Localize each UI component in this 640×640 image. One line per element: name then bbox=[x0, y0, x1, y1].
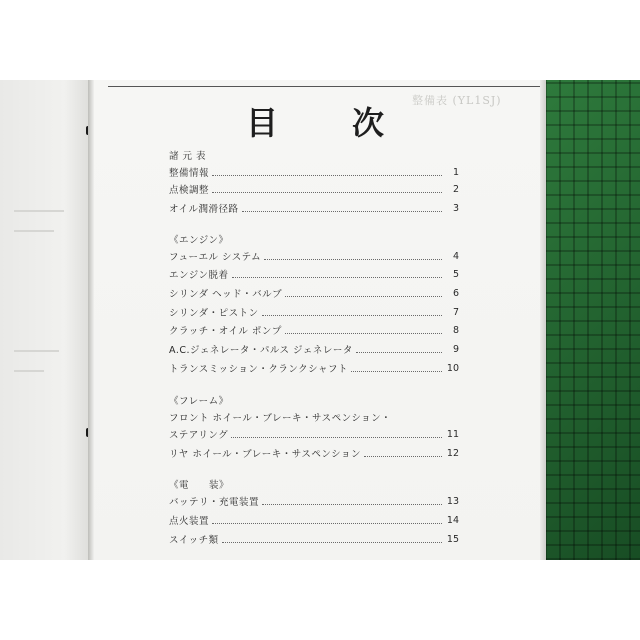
toc-entry[interactable] bbox=[169, 426, 459, 442]
title-char-1: 目 bbox=[246, 104, 279, 142]
dot-leader bbox=[351, 371, 442, 372]
dot-leader bbox=[232, 277, 442, 278]
toc-entry[interactable] bbox=[169, 341, 459, 357]
dot-leader bbox=[285, 296, 442, 297]
electric-heading: 《電 装》 bbox=[169, 480, 230, 491]
toc-entry[interactable] bbox=[169, 200, 459, 216]
toc-entry-page: 13 bbox=[446, 495, 459, 507]
toc-entry-page: 12 bbox=[446, 447, 459, 459]
dot-leader bbox=[242, 211, 442, 212]
toc-entry[interactable] bbox=[169, 304, 459, 320]
toc-entry-label: フューエル システム bbox=[169, 252, 262, 263]
dot-leader bbox=[212, 175, 442, 176]
toc-entry[interactable] bbox=[169, 445, 459, 461]
toc-entry-label: リヤ ホイール・ブレーキ・サスペンション bbox=[169, 449, 361, 460]
toc-entry-page: 6 bbox=[452, 287, 459, 299]
dot-leader bbox=[222, 542, 442, 543]
dot-leader bbox=[285, 333, 442, 334]
toc-entry-page: 10 bbox=[446, 362, 459, 374]
toc-entry-label: スイッチ類 bbox=[169, 535, 219, 546]
faint-text-line bbox=[14, 350, 59, 352]
top-border bbox=[0, 0, 640, 80]
dot-leader bbox=[212, 192, 442, 193]
faint-text-line bbox=[14, 370, 44, 372]
toc-entry[interactable] bbox=[169, 360, 459, 376]
bleed-through-header: 整備表 (YL1SJ) bbox=[412, 94, 502, 107]
toc-entry[interactable] bbox=[169, 322, 459, 338]
faint-text-line bbox=[14, 230, 54, 232]
dot-leader bbox=[264, 259, 442, 260]
faint-text-line bbox=[14, 210, 64, 212]
toc-entry-label-line1: フロント ホイール・ブレーキ・サスペンション・ bbox=[169, 413, 392, 424]
toc-entry-label: A.C.ジェネレータ・パルス ジェネレータ bbox=[169, 345, 353, 356]
toc-entry[interactable] bbox=[169, 181, 459, 197]
top-rule bbox=[108, 86, 540, 87]
toc-entry-label: ステアリング bbox=[169, 430, 229, 441]
toc-entry-label: トランスミッション・クランクシャフト bbox=[169, 364, 348, 375]
toc-entry[interactable] bbox=[169, 493, 459, 509]
toc-page bbox=[94, 80, 545, 560]
dot-leader bbox=[364, 456, 442, 457]
toc-entry[interactable] bbox=[169, 266, 459, 282]
toc-entry-page: 3 bbox=[452, 202, 459, 214]
toc-entry[interactable] bbox=[169, 285, 459, 301]
toc-entry-label: エンジン脱着 bbox=[169, 270, 229, 281]
title-char-2: 次 bbox=[352, 104, 385, 142]
toc-entry-page: 8 bbox=[452, 324, 459, 336]
dot-leader bbox=[262, 315, 442, 316]
toc-entry-page: 5 bbox=[452, 268, 459, 280]
dot-leader bbox=[231, 437, 442, 438]
spec-heading: 諸 元 表 bbox=[169, 151, 207, 162]
dot-leader bbox=[262, 504, 442, 505]
toc-entry-label: シリンダ・ピストン bbox=[169, 308, 259, 319]
left-page bbox=[0, 80, 92, 560]
frame-heading: 《フレーム》 bbox=[169, 396, 229, 407]
toc-entry-label: オイル潤滑径路 bbox=[169, 204, 239, 215]
toc-entry-page: 9 bbox=[452, 343, 459, 355]
toc-entry-page: 2 bbox=[452, 183, 459, 195]
toc-entry[interactable] bbox=[169, 248, 459, 264]
toc-entry-label: 点検調整 bbox=[169, 185, 210, 196]
page-edge bbox=[540, 80, 546, 560]
green-table-background bbox=[545, 80, 640, 560]
toc-entry-label: クラッチ・オイル ポンプ bbox=[169, 326, 282, 337]
toc-entry-page: 7 bbox=[452, 306, 459, 318]
dot-leader bbox=[356, 352, 442, 353]
toc-entry-page: 14 bbox=[446, 514, 459, 526]
toc-entry[interactable] bbox=[169, 164, 459, 180]
toc-entry-label: シリンダ ヘッド・バルブ bbox=[169, 289, 283, 300]
toc-entry[interactable] bbox=[169, 512, 459, 528]
engine-heading: 《エンジン》 bbox=[169, 235, 229, 246]
toc-entry-label: バッテリ・充電装置 bbox=[169, 497, 260, 508]
toc-entry[interactable] bbox=[169, 531, 459, 547]
toc-entry-page: 15 bbox=[446, 533, 459, 545]
dot-leader bbox=[212, 523, 442, 524]
toc-entry-page: 4 bbox=[452, 250, 459, 262]
toc-entry-page: 1 bbox=[452, 166, 459, 178]
toc-entry-page: 11 bbox=[446, 428, 459, 440]
bottom-border bbox=[0, 560, 640, 640]
toc-entry-label: 点火装置 bbox=[169, 516, 210, 527]
toc-entry-label: 整備情報 bbox=[169, 168, 210, 179]
